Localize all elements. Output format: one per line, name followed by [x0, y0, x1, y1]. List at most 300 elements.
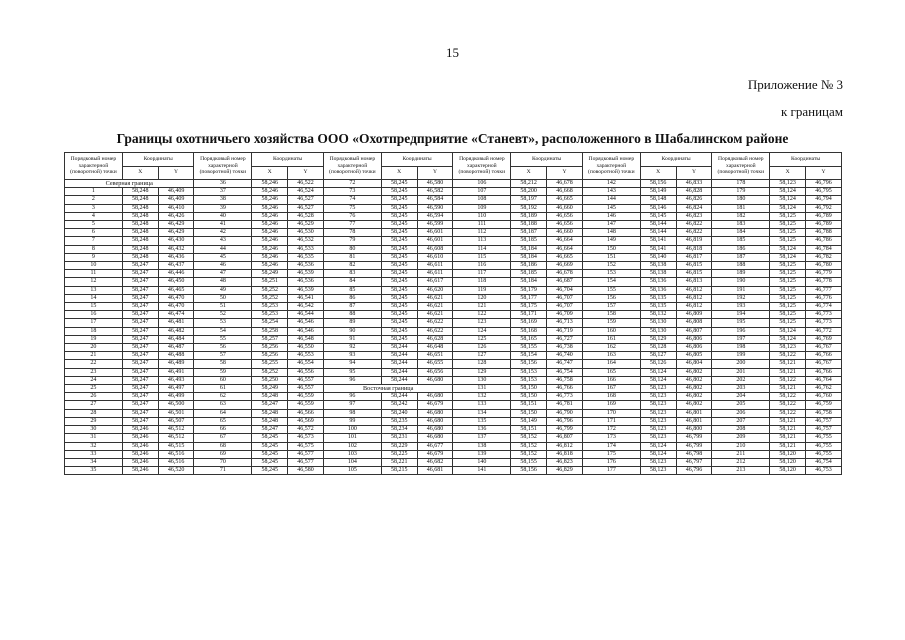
table-row [65, 401, 842, 409]
table-row [65, 188, 842, 196]
cell-y: 46,678 [547, 270, 583, 278]
cell-x: 58,122 [770, 376, 806, 384]
cell-point: 110 [453, 212, 511, 220]
cell-y: 46,507 [158, 417, 194, 425]
cell-point: 64 [194, 409, 252, 417]
header-y: Y [288, 166, 324, 180]
cell-y: 46,679 [417, 401, 453, 409]
cell-y: 46,590 [417, 204, 453, 212]
cell-point: 190 [712, 278, 770, 286]
cell-y: 46,799 [547, 426, 583, 434]
table-row [65, 458, 842, 466]
cell-x: 58,125 [770, 270, 806, 278]
cell-y: 46,755 [806, 434, 842, 442]
cell-x: 58,171 [511, 311, 547, 319]
cell-y: 46,446 [158, 270, 194, 278]
cell-x: 58,123 [640, 401, 676, 409]
cell-point: 203 [712, 385, 770, 393]
cell-y: 46,487 [158, 344, 194, 352]
cell-y: 46,680 [417, 376, 453, 384]
cell-x: 58,121 [770, 417, 806, 425]
cell-y: 46,680 [417, 434, 453, 442]
cell-point: 107 [453, 188, 511, 196]
cell-y: 46,828 [676, 188, 712, 196]
cell-point: 155 [582, 286, 640, 294]
cell-point: 73 [323, 188, 381, 196]
cell-x: 58,187 [511, 229, 547, 237]
table-row [65, 442, 842, 450]
cell-x: 58,197 [511, 196, 547, 204]
cell-y: 46,806 [676, 344, 712, 352]
cell-y: 46,799 [676, 442, 712, 450]
cell-point: 181 [712, 204, 770, 212]
cell-y: 46,833 [676, 180, 712, 188]
cell-y: 46,611 [417, 262, 453, 270]
cell-x: 58,247 [122, 270, 158, 278]
cell-y: 46,524 [288, 188, 324, 196]
cell-x: 58,245 [381, 204, 417, 212]
cell-y: 46,704 [547, 286, 583, 294]
cell-x: 58,215 [381, 467, 417, 475]
cell-point: 77 [323, 221, 381, 229]
cell-point: 104 [323, 458, 381, 466]
cell-point: 161 [582, 335, 640, 343]
cell-point: 82 [323, 262, 381, 270]
cell-point: 24 [65, 376, 123, 384]
cell-point: 197 [712, 335, 770, 343]
cell-x: 58,247 [122, 352, 158, 360]
cell-point: 144 [582, 196, 640, 204]
table-row [65, 196, 842, 204]
cell-y: 46,680 [417, 426, 453, 434]
cell-point: 42 [194, 229, 252, 237]
cell-y: 46,707 [547, 294, 583, 302]
cell-point: 174 [582, 442, 640, 450]
cell-x: 58,145 [640, 212, 676, 220]
cell-x: 58,248 [122, 188, 158, 196]
cell-point: 169 [582, 401, 640, 409]
cell-y: 46,575 [288, 442, 324, 450]
cell-y: 46,622 [417, 327, 453, 335]
cell-point: 127 [453, 352, 511, 360]
cell-point: 101 [323, 434, 381, 442]
cell-x: 58,247 [122, 401, 158, 409]
cell-point: 154 [582, 278, 640, 286]
cell-y: 46,798 [676, 450, 712, 458]
cell-x: 58,246 [122, 467, 158, 475]
header-y: Y [806, 166, 842, 180]
table-row [65, 237, 842, 245]
cell-y: 46,622 [417, 319, 453, 327]
cell-point: 207 [712, 417, 770, 425]
cell-point: 63 [194, 401, 252, 409]
cell-point: 193 [712, 303, 770, 311]
cell-x: 58,250 [252, 376, 288, 384]
cell-point: 123 [453, 319, 511, 327]
cell-x: 58,184 [511, 253, 547, 261]
cell-point: 157 [582, 303, 640, 311]
cell-x: 58,247 [252, 426, 288, 434]
cell-x: 58,245 [381, 327, 417, 335]
cell-y: 46,802 [676, 393, 712, 401]
cell-point: 96 [323, 376, 381, 384]
cell-x: 58,124 [640, 442, 676, 450]
header-coordinates: Координаты [122, 153, 194, 167]
cell-y: 46,680 [417, 417, 453, 425]
cell-x: 58,124 [770, 188, 806, 196]
cell-x: 58,247 [122, 262, 158, 270]
cell-x: 58,245 [381, 237, 417, 245]
cell-point: 79 [323, 237, 381, 245]
cell-x: 58,120 [770, 458, 806, 466]
cell-point: 18 [65, 327, 123, 335]
cell-y: 46,577 [288, 458, 324, 466]
cell-y: 46,669 [547, 262, 583, 270]
cell-y: 46,769 [806, 335, 842, 343]
cell-x: 58,248 [122, 245, 158, 253]
cell-point: 134 [453, 409, 511, 417]
cell-y: 46,546 [288, 327, 324, 335]
cell-y: 46,680 [417, 393, 453, 401]
cell-y: 46,512 [158, 426, 194, 434]
cell-y: 46,488 [158, 352, 194, 360]
cell-y: 46,665 [547, 196, 583, 204]
cell-x: 58,246 [252, 253, 288, 261]
cell-y: 46,818 [676, 245, 712, 253]
cell-y: 46,557 [288, 376, 324, 384]
cell-y: 46,687 [547, 278, 583, 286]
cell-x: 58,123 [640, 434, 676, 442]
cell-point: 208 [712, 426, 770, 434]
cell-y: 46,815 [676, 270, 712, 278]
table-row [65, 335, 842, 343]
header-x: X [381, 166, 417, 180]
cell-y: 46,755 [806, 442, 842, 450]
cell-point: 83 [323, 270, 381, 278]
cell-point: 160 [582, 327, 640, 335]
cell-point: 116 [453, 262, 511, 270]
cell-x: 58,122 [770, 352, 806, 360]
cell-y: 46,530 [288, 229, 324, 237]
cell-point: 198 [712, 344, 770, 352]
cell-x: 58,124 [640, 368, 676, 376]
cell-x: 58,154 [511, 352, 547, 360]
cell-y: 46,655 [417, 360, 453, 368]
cell-x: 58,179 [511, 286, 547, 294]
cell-y: 46,577 [288, 450, 324, 458]
cell-x: 58,240 [381, 409, 417, 417]
cell-y: 46,784 [806, 245, 842, 253]
table-row [65, 426, 842, 434]
cell-y: 46,759 [806, 401, 842, 409]
cell-y: 46,489 [158, 360, 194, 368]
cell-point: 57 [194, 352, 252, 360]
cell-y: 46,773 [806, 311, 842, 319]
cell-x: 58,245 [381, 303, 417, 311]
cell-point: 108 [453, 196, 511, 204]
cell-y: 46,681 [417, 467, 453, 475]
cell-point: 9 [65, 253, 123, 261]
cell-point: 210 [712, 442, 770, 450]
cell-x: 58,185 [511, 237, 547, 245]
cell-x: 58,125 [770, 229, 806, 237]
cell-point: 170 [582, 409, 640, 417]
cell-point: 194 [712, 311, 770, 319]
cell-x: 58,156 [511, 467, 547, 475]
cell-x: 58,246 [252, 262, 288, 270]
cell-point: 186 [712, 245, 770, 253]
cell-x: 58,122 [770, 401, 806, 409]
cell-y: 46,432 [158, 245, 194, 253]
cell-x: 58,184 [511, 245, 547, 253]
cell-x: 58,246 [122, 450, 158, 458]
cell-x: 58,149 [640, 188, 676, 196]
cell-y: 46,580 [288, 467, 324, 475]
cell-x: 58,123 [640, 426, 676, 434]
cell-x: 58,245 [381, 212, 417, 220]
cell-x: 58,247 [122, 376, 158, 384]
cell-y: 46,766 [547, 385, 583, 393]
cell-point: 1 [65, 188, 123, 196]
cell-x: 58,257 [252, 335, 288, 343]
cell-point: 67 [194, 434, 252, 442]
cell-point: 93 [323, 352, 381, 360]
cell-y: 46,800 [676, 426, 712, 434]
cell-point: 114 [453, 245, 511, 253]
cell-y: 46,774 [806, 303, 842, 311]
cell-y: 46,822 [676, 229, 712, 237]
cell-y: 46,430 [158, 237, 194, 245]
cell-x: 58,252 [252, 294, 288, 302]
cell-point: 38 [194, 196, 252, 204]
cell-point: 115 [453, 253, 511, 261]
cell-x: 58,248 [122, 204, 158, 212]
table-row [65, 409, 842, 417]
cell-point: 60 [194, 376, 252, 384]
header-y: Y [158, 166, 194, 180]
cell-x: 58,247 [122, 385, 158, 393]
cell-y: 46,799 [676, 434, 712, 442]
table-row [65, 294, 842, 302]
cell-x: 58,247 [252, 401, 288, 409]
cell-point: 138 [453, 442, 511, 450]
cell-point: 184 [712, 229, 770, 237]
cell-x: 58,245 [381, 294, 417, 302]
cell-y: 46,532 [288, 237, 324, 245]
cell-x: 58,247 [122, 360, 158, 368]
cell-point: 35 [65, 467, 123, 475]
cell-x: 58,135 [640, 303, 676, 311]
cell-x: 58,245 [381, 196, 417, 204]
cell-y: 46,747 [547, 360, 583, 368]
cell-point: 4 [65, 212, 123, 220]
cell-y: 46,474 [158, 311, 194, 319]
cell-y: 46,788 [806, 229, 842, 237]
cell-y: 46,812 [676, 294, 712, 302]
cell-y: 46,620 [417, 286, 453, 294]
cell-y: 46,470 [158, 294, 194, 302]
cell-point: 11 [65, 270, 123, 278]
cell-y: 46,740 [547, 352, 583, 360]
cell-y: 46,767 [806, 344, 842, 352]
cell-y: 46,535 [288, 253, 324, 261]
cell-x: 58,124 [770, 327, 806, 335]
cell-x: 58,125 [770, 262, 806, 270]
cell-point: 163 [582, 352, 640, 360]
cell-y: 46,780 [806, 262, 842, 270]
cell-x: 58,246 [252, 204, 288, 212]
cell-y: 46,409 [158, 196, 194, 204]
cell-y: 46,493 [158, 376, 194, 384]
cell-point: 84 [323, 278, 381, 286]
cell-y: 46,500 [158, 401, 194, 409]
cell-x: 58,150 [511, 385, 547, 393]
cell-point: 192 [712, 294, 770, 302]
cell-y: 46,512 [158, 434, 194, 442]
cell-x: 58,246 [252, 221, 288, 229]
cell-x: 58,258 [252, 327, 288, 335]
cell-point: 131 [453, 385, 511, 393]
cell-x: 58,148 [640, 196, 676, 204]
cell-point: 55 [194, 335, 252, 343]
cell-point: 85 [323, 286, 381, 294]
cell-x: 58,244 [381, 393, 417, 401]
cell-y: 46,796 [547, 417, 583, 425]
cell-y: 46,815 [676, 262, 712, 270]
cell-y: 46,664 [547, 237, 583, 245]
cell-point: 62 [194, 393, 252, 401]
cell-x: 58,246 [252, 196, 288, 204]
cell-y: 46,754 [547, 368, 583, 376]
cell-x: 58,248 [122, 229, 158, 237]
cell-x: 58,247 [122, 335, 158, 343]
cell-x: 58,245 [381, 180, 417, 188]
table-row [65, 344, 842, 352]
table-row [65, 278, 842, 286]
cell-point: 159 [582, 319, 640, 327]
cell-point: 187 [712, 253, 770, 261]
cell-point: 121 [453, 303, 511, 311]
cell-y: 46,660 [547, 204, 583, 212]
cell-point: 213 [712, 467, 770, 475]
cell-point: 140 [453, 458, 511, 466]
cell-x: 58,254 [252, 319, 288, 327]
cell-x: 58,251 [252, 278, 288, 286]
cell-point: 25 [65, 385, 123, 393]
cell-y: 46,611 [417, 270, 453, 278]
cell-x: 58,247 [122, 344, 158, 352]
cell-point: 168 [582, 393, 640, 401]
cell-point: 165 [582, 368, 640, 376]
cell-y: 46,426 [158, 212, 194, 220]
cell-y: 46,807 [676, 327, 712, 335]
cell-y: 46,773 [547, 393, 583, 401]
cell-x: 58,245 [381, 245, 417, 253]
cell-x: 58,234 [381, 426, 417, 434]
cell-x: 58,184 [511, 278, 547, 286]
header-x: X [770, 166, 806, 180]
cell-point: 80 [323, 245, 381, 253]
cell-point: 3 [65, 204, 123, 212]
cell-x: 58,231 [381, 434, 417, 442]
cell-x: 58,144 [640, 229, 676, 237]
cell-y: 46,516 [158, 458, 194, 466]
table-row [65, 327, 842, 335]
cell-x: 58,121 [770, 442, 806, 450]
cell-point: 56 [194, 344, 252, 352]
cell-point: 53 [194, 319, 252, 327]
cell-x: 58,247 [122, 303, 158, 311]
cell-y: 46,776 [806, 294, 842, 302]
cell-point: 199 [712, 352, 770, 360]
cell-y: 46,762 [806, 385, 842, 393]
cell-point: 39 [194, 204, 252, 212]
cell-point: 27 [65, 401, 123, 409]
cell-x: 58,124 [640, 376, 676, 384]
cell-x: 58,125 [770, 278, 806, 286]
cell-x: 58,150 [511, 393, 547, 401]
cell-point: 148 [582, 229, 640, 237]
cell-x: 58,165 [511, 335, 547, 343]
cell-y: 46,436 [158, 253, 194, 261]
cell-y: 46,539 [288, 286, 324, 294]
cell-point: 178 [712, 180, 770, 188]
cell-point: 191 [712, 286, 770, 294]
cell-y: 46,541 [288, 294, 324, 302]
cell-y: 46,542 [288, 303, 324, 311]
cell-point: 109 [453, 204, 511, 212]
cell-y: 46,482 [158, 327, 194, 335]
cell-point: 50 [194, 294, 252, 302]
cell-point: 70 [194, 458, 252, 466]
cell-x: 58,125 [770, 294, 806, 302]
header-x: X [640, 166, 676, 180]
cell-y: 46,777 [806, 286, 842, 294]
cell-x: 58,247 [122, 368, 158, 376]
cell-y: 46,680 [417, 409, 453, 417]
cell-x: 58,146 [640, 204, 676, 212]
cell-y: 46,781 [547, 401, 583, 409]
cell-point: 19 [65, 335, 123, 343]
table-row [65, 262, 842, 270]
cell-point: 111 [453, 221, 511, 229]
cell-y: 46,766 [806, 352, 842, 360]
table-row [65, 450, 842, 458]
cell-x: 58,125 [770, 212, 806, 220]
cell-x: 58,153 [511, 368, 547, 376]
cell-y: 46,812 [676, 303, 712, 311]
cell-x: 58,253 [252, 311, 288, 319]
cell-x: 58,177 [511, 294, 547, 302]
cell-x: 58,252 [252, 368, 288, 376]
cell-point: 120 [453, 294, 511, 302]
cell-point: 130 [453, 376, 511, 384]
cell-y: 46,809 [676, 311, 712, 319]
cell-point: 142 [582, 180, 640, 188]
cell-y: 46,819 [676, 237, 712, 245]
table-row [65, 352, 842, 360]
cell-x: 58,130 [640, 319, 676, 327]
cell-x: 58,136 [640, 278, 676, 286]
cell-x: 58,136 [640, 286, 676, 294]
cell-y: 46,802 [676, 385, 712, 393]
cell-y: 46,584 [417, 196, 453, 204]
cell-point: 105 [323, 467, 381, 475]
cell-x: 58,256 [252, 352, 288, 360]
header-point-number: Порядковый номер характерной (поворотной) точки [323, 153, 381, 180]
cell-x: 58,126 [640, 360, 676, 368]
cell-y: 46,786 [806, 237, 842, 245]
